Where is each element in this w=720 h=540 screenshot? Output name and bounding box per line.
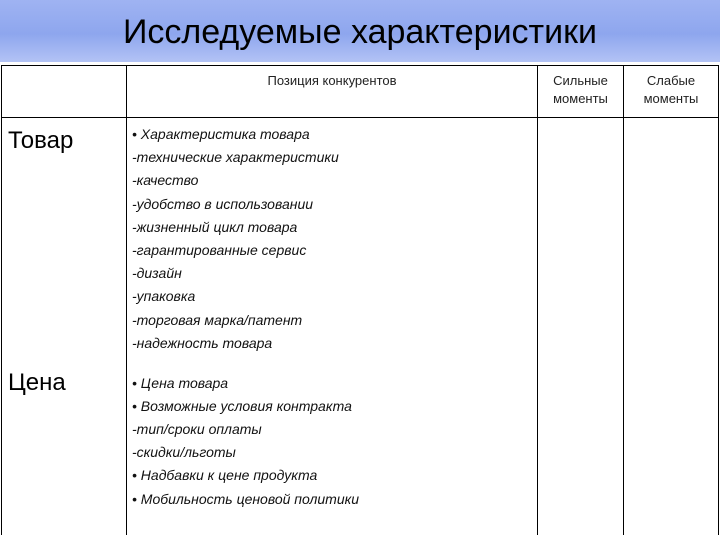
row-items-cell — [127, 363, 538, 536]
weak-cell-product — [624, 118, 719, 363]
strong-cell-product — [538, 118, 624, 363]
strong-cell-price — [538, 363, 624, 536]
list-item: • Цена товара — [132, 374, 229, 391]
product-items — [127, 118, 537, 355]
header-weak: Слабые моменты — [643, 73, 699, 106]
row-label-product: Товар — [8, 127, 74, 154]
row-label-price: Цена — [8, 368, 66, 396]
header-position-cell — [127, 66, 538, 118]
header-weak-cell — [624, 66, 719, 118]
row-label-cell — [2, 363, 127, 536]
list-item: -тип/сроки оплаты — [132, 420, 262, 437]
table-row-price — [2, 363, 719, 536]
weak-cell-price — [624, 363, 719, 536]
characteristics-table — [1, 65, 719, 535]
list-item: -упаковка — [132, 288, 196, 305]
list-item: • Мобильность ценовой политики — [132, 490, 360, 507]
list-item: -удобство в использовании — [132, 195, 314, 212]
header-strong-cell — [538, 66, 624, 118]
table-header-row — [2, 66, 719, 118]
list-item: -надежность товара — [132, 334, 273, 351]
list-item: • Характеристика товара — [132, 126, 310, 142]
price-items — [127, 363, 537, 511]
row-items-cell — [127, 118, 538, 363]
page-title: Исследуемые характеристики — [122, 13, 597, 51]
list-item: -скидки/льготы — [132, 444, 236, 461]
list-item: • Надбавки к цене продукта — [132, 467, 318, 484]
header-strong: Сильные моменты — [553, 73, 608, 106]
list-item: • Возможные условия контракта — [132, 397, 352, 414]
list-item: -гарантированные сервис — [132, 242, 307, 259]
table-row-product — [2, 118, 719, 363]
list-item: -торговая марка/патент — [132, 311, 303, 328]
list-item: -качество — [132, 172, 199, 189]
row-label-cell — [2, 118, 127, 363]
header-position: Позиция конкурентов — [267, 73, 397, 88]
list-item: -дизайн — [132, 265, 182, 282]
list-item: -жизненный цикл товара — [132, 218, 298, 235]
header-label-cell — [2, 66, 127, 118]
list-item: -технические характеристики — [132, 149, 339, 166]
